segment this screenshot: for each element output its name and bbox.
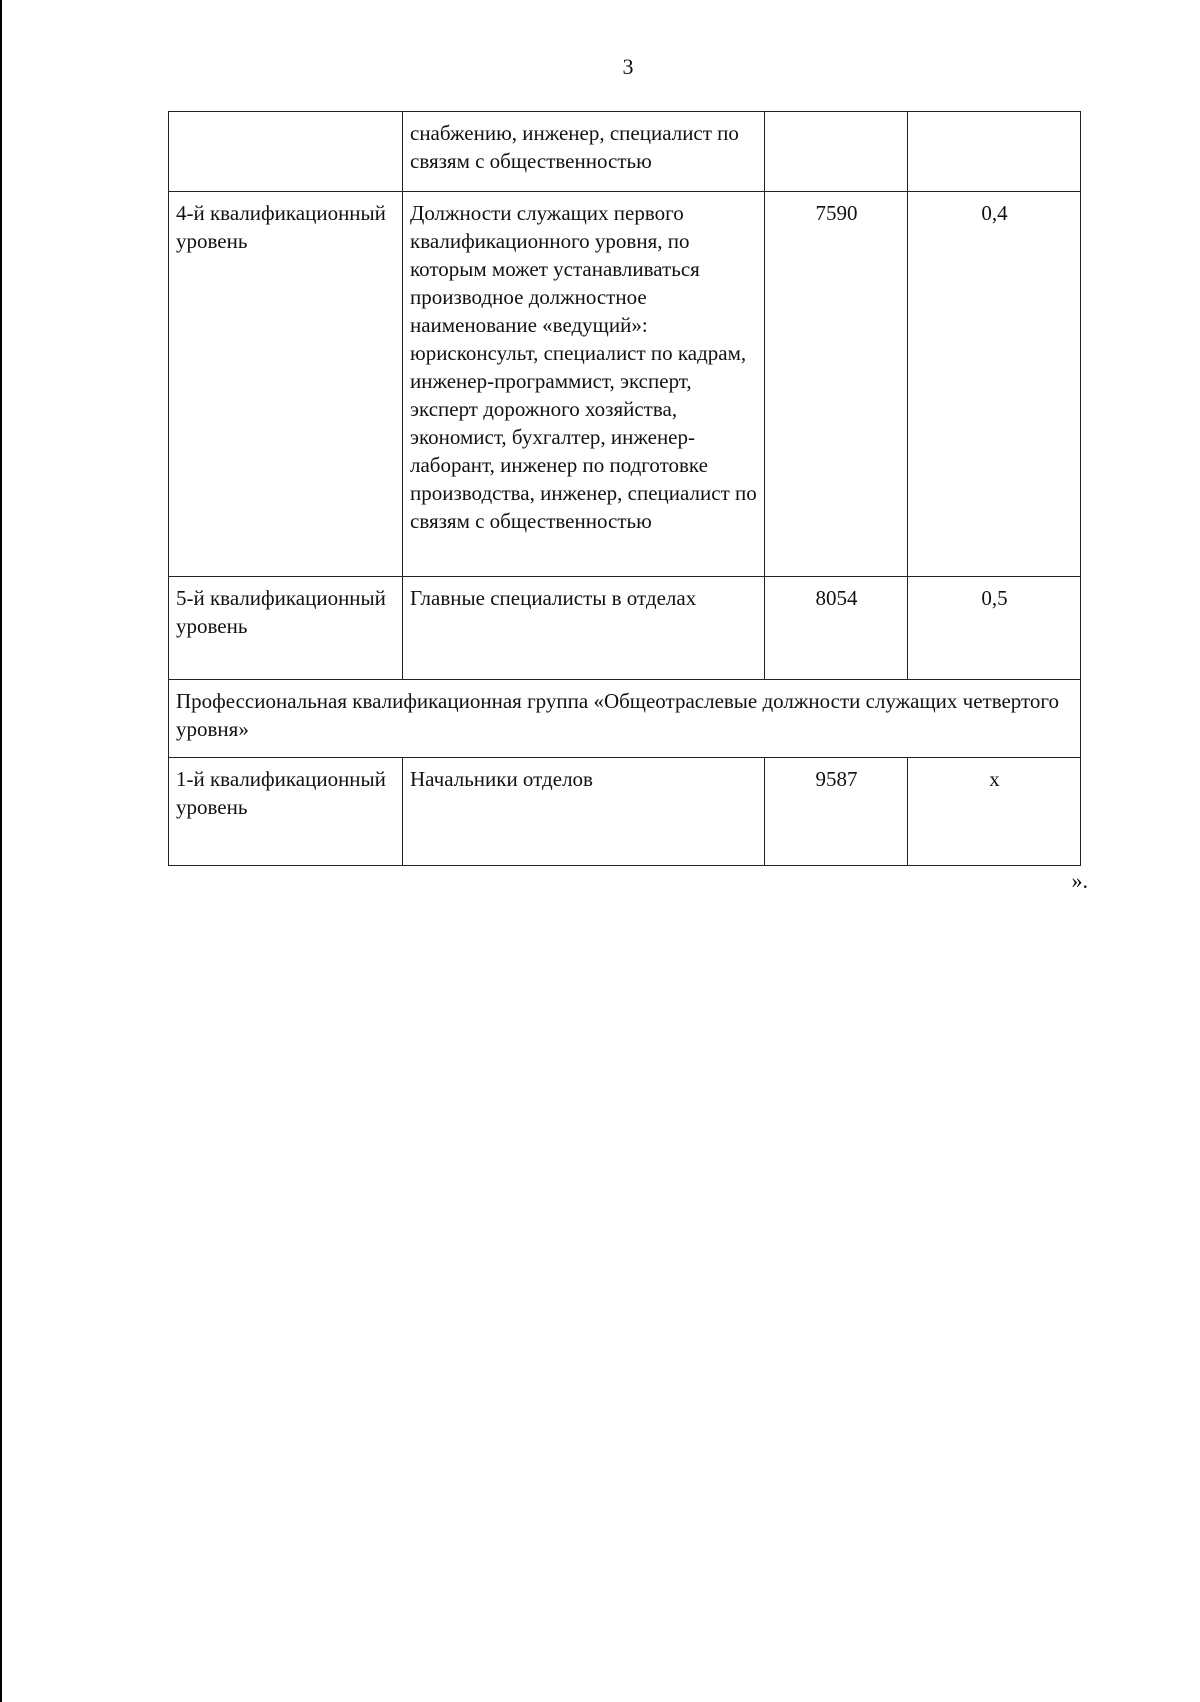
coefficient-cell: 0,4 [908, 192, 1081, 577]
level-cell: 4-й квалификационный уровень [169, 192, 403, 577]
level-cell: 5-й квалификационный уровень [169, 577, 403, 680]
qualification-table [168, 111, 1081, 866]
positions-cell: снабжению, инженер, специалист по связям с общественностью [403, 112, 765, 192]
salary-value-cell: 8054 [765, 577, 908, 680]
table-row [169, 192, 1081, 577]
coefficient-cell [908, 112, 1081, 192]
coefficient-cell: 0,5 [908, 577, 1081, 680]
scan-edge [0, 0, 2, 1702]
positions-cell: Должности служащих первого квалификационного уровня, по которым может устанавливаться производное должностное наименование «ведущий»: юрисконсульт, специалист по кадрам, инженер-программист, эксперт, эксперт дорожного хозяйства, экономист, бухгалтер, инженер-лаборант, инженер по подготовке производства, инженер, специалист по связям с общественностью [403, 192, 765, 577]
closing-quote-mark: ». [1071, 868, 1088, 893]
coefficient-cell: х [908, 758, 1081, 866]
level-cell [169, 112, 403, 192]
salary-value-cell: 9587 [765, 758, 908, 866]
group-header-cell: Профессиональная квалификационная группа «Общеотраслевые должности служащих четвертого уровня» [169, 680, 1081, 758]
group-header-row [169, 680, 1081, 758]
positions-cell: Начальники отделов [403, 758, 765, 866]
table-row [169, 577, 1081, 680]
table-row [169, 112, 1081, 192]
salary-value-cell: 7590 [765, 192, 908, 577]
table-row [169, 758, 1081, 866]
positions-cell: Главные специалисты в отделах [403, 577, 765, 680]
salary-value-cell [765, 112, 908, 192]
page-number: 3 [622, 54, 634, 79]
level-cell: 1-й квалификационный уровень [169, 758, 403, 866]
